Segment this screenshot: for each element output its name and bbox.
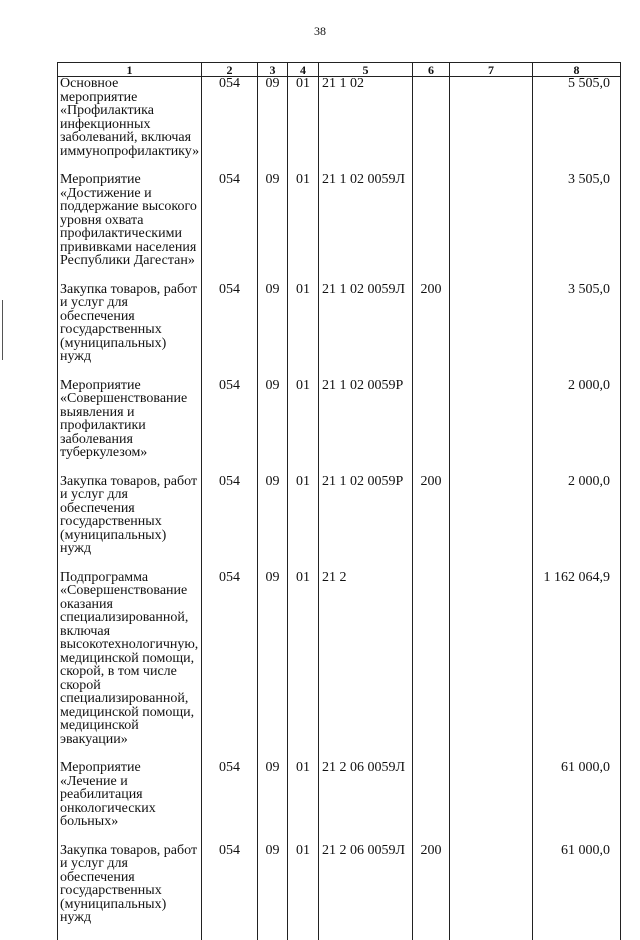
cell-code-5: 21 1 02: [319, 77, 413, 174]
header-row: [58, 63, 621, 77]
cell-code-3: 09: [258, 379, 288, 475]
cell-code-4: 01: [288, 475, 319, 571]
cell-code-3: 09: [258, 761, 288, 844]
cell-amount: 3 505,0: [533, 283, 621, 379]
cell-code-2: 054: [202, 379, 258, 475]
cell-code-4: 01: [288, 761, 319, 844]
cell-code-6: 200: [413, 475, 450, 571]
cell-code-2: 054: [202, 571, 258, 762]
header-cell: 5: [319, 63, 413, 77]
row-name: Мероприятие «Совершенствование выявления и профилактики заболевания туберкулезом»: [58, 379, 202, 475]
header-cell: 6: [413, 63, 450, 77]
header-cell: 1: [58, 63, 202, 77]
cell-code-7: [450, 844, 533, 940]
budget-table: [57, 62, 621, 940]
cell-code-2: 054: [202, 173, 258, 283]
cell-code-4: 01: [288, 844, 319, 940]
cell-code-6: [413, 761, 450, 844]
header-cell: 8: [533, 63, 621, 77]
table-row: [58, 475, 621, 571]
table-row: [58, 173, 621, 283]
margin-mark: [2, 300, 3, 360]
cell-code-5: 21 1 02 0059Р: [319, 475, 413, 571]
page-number: 38: [314, 24, 326, 38]
table-row: [58, 379, 621, 475]
cell-code-5: 21 1 02 0059Л: [319, 283, 413, 379]
cell-code-3: 09: [258, 283, 288, 379]
row-name: Закупка товаров, работ и услуг для обеспечения государственных (муниципальных) нужд: [58, 475, 202, 571]
cell-code-4: 01: [288, 571, 319, 762]
cell-amount: 2 000,0: [533, 475, 621, 571]
cell-code-4: 01: [288, 379, 319, 475]
cell-amount: 1 162 064,9: [533, 571, 621, 762]
header-cell: 7: [450, 63, 533, 77]
cell-code-6: 200: [413, 283, 450, 379]
row-name: Основное мероприятие «Профилактика инфекционных заболеваний, включая иммунопрофилактику»: [58, 77, 202, 174]
row-name: Мероприятие «Лечение и реабилитация онкологических больных»: [58, 761, 202, 844]
cell-amount: 61 000,0: [533, 844, 621, 940]
table-row: [58, 571, 621, 762]
row-name: Подпрограмма «Совершенствование оказания специализированной, включая высокотехнологичную, медицинской помощи, скорой, в том числе скорой специализированной, медицинской помощи, медицинской эвакуации»: [58, 571, 202, 762]
cell-code-7: [450, 379, 533, 475]
cell-code-5: 21 1 02 0059Л: [319, 173, 413, 283]
cell-code-2: 054: [202, 475, 258, 571]
cell-code-3: 09: [258, 77, 288, 174]
cell-code-6: [413, 173, 450, 283]
header-cell: 4: [288, 63, 319, 77]
cell-code-6: [413, 379, 450, 475]
cell-code-7: [450, 571, 533, 762]
cell-code-7: [450, 77, 533, 174]
cell-code-4: 01: [288, 173, 319, 283]
cell-code-4: 01: [288, 283, 319, 379]
cell-code-5: 21 2: [319, 571, 413, 762]
cell-code-3: 09: [258, 173, 288, 283]
cell-code-3: 09: [258, 844, 288, 940]
table-row: [58, 77, 621, 174]
cell-code-2: 054: [202, 283, 258, 379]
cell-code-2: 054: [202, 77, 258, 174]
cell-code-3: 09: [258, 571, 288, 762]
cell-code-7: [450, 475, 533, 571]
cell-code-6: [413, 571, 450, 762]
cell-code-4: 01: [288, 77, 319, 174]
table-row: [58, 761, 621, 844]
cell-amount: 3 505,0: [533, 173, 621, 283]
cell-code-5: 21 2 06 0059Л: [319, 761, 413, 844]
cell-code-5: 21 2 06 0059Л: [319, 844, 413, 940]
cell-code-7: [450, 283, 533, 379]
cell-amount: 5 505,0: [533, 77, 621, 174]
cell-code-5: 21 1 02 0059Р: [319, 379, 413, 475]
cell-code-3: 09: [258, 475, 288, 571]
cell-code-2: 054: [202, 844, 258, 940]
cell-code-7: [450, 761, 533, 844]
table-row: [58, 844, 621, 940]
header-cell: 3: [258, 63, 288, 77]
cell-code-6: 200: [413, 844, 450, 940]
cell-code-2: 054: [202, 761, 258, 844]
cell-amount: 61 000,0: [533, 761, 621, 844]
cell-amount: 2 000,0: [533, 379, 621, 475]
row-name: Закупка товаров, работ и услуг для обеспечения государственных (муниципальных) нужд: [58, 283, 202, 379]
cell-code-7: [450, 173, 533, 283]
row-name: Мероприятие «Достижение и поддержание высокого уровня охвата профилактическими прививками населения Республики Дагестан»: [58, 173, 202, 283]
cell-code-6: [413, 77, 450, 174]
row-name: Закупка товаров, работ и услуг для обеспечения государственных (муниципальных) нужд: [58, 844, 202, 940]
table-row: [58, 283, 621, 379]
header-cell: 2: [202, 63, 258, 77]
